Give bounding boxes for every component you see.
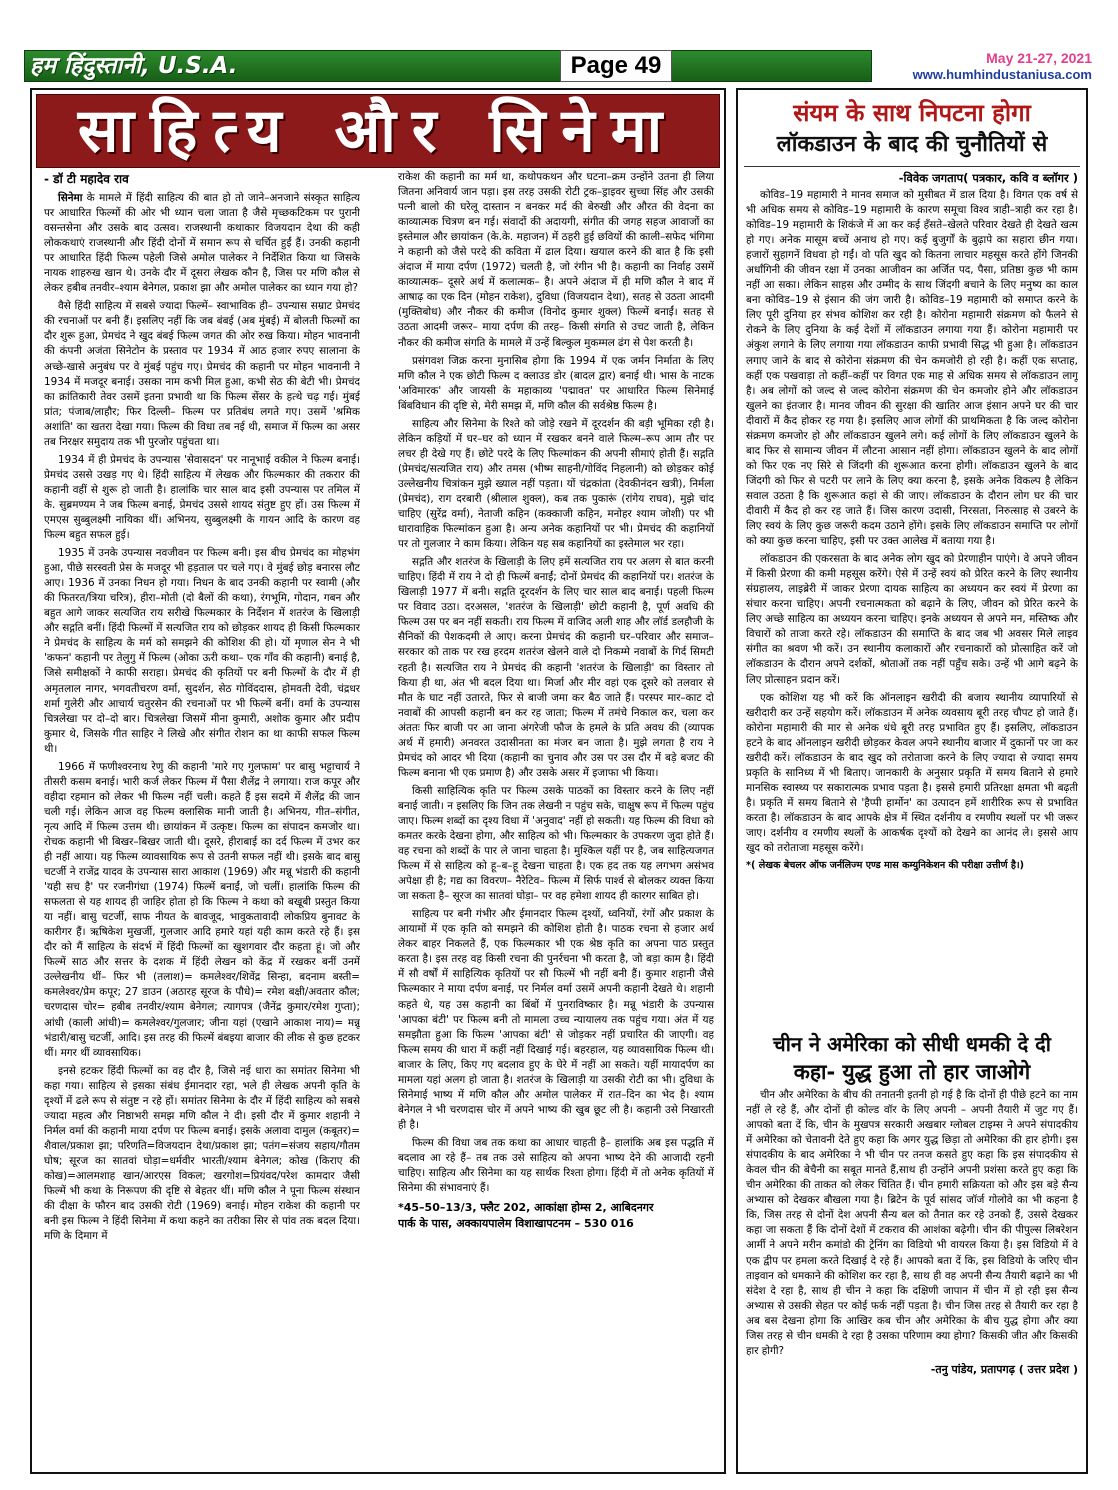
article1-p1: के मामले में हिंदी साहित्य की बात हो तो जाने–अनजाने संस्कृत साहित्य पर आधारित फिल्मों की ओर भी ध्यान चला जाता है जैसे मृच्छकटिकम पर पुरानी वसन्तसेना और उसके बाद उत्सव। राजस्थानी कथाकार विजयदान देथा की कही लोककथाएं राजस्थानी और हिंदी दोनों में समान रूप से चर्चित हुईं हैं। उनकी कहानी पर आधारित हिंदी फिल्म पहेली जिसे अमोल पालेकर ने निर्देशित किया था जिसके नायक शाहरुख खान थे। उनके दौर में दूसरा लेखक कौन है, जिस पर मणि कौल से लेकर हबीब तनवीर–श्याम बेनेगल, प्रकाश झा और अमोल पालेकर का ध्यान गया हो? <box>44 192 360 295</box>
website-link[interactable]: www.humhindustaniusa.com <box>912 67 1092 82</box>
article2-headline-line1: संयम के साथ निपटना होगा <box>793 99 1031 127</box>
article2-byline: -विवेक जगताप( पत्रकार, कवि व ब्लॉगर ) <box>898 171 1078 185</box>
author-address-line2: पार्क के पास, अक्कायपालेम विशाखापटनम – 530 016 <box>398 1217 634 1231</box>
article1-p10: सद्गति और शतरंज के खिलाड़ी के लिए हमें सत्यजित राय पर अलग से बात करनी चाहिए। हिंदी में राय ने दो ही फिल्में बनाईं; दोनों प्रेमचंद की कहानियों पर। शतरंज के खिलाड़ी 1977 में बनी। सद्गति दूरदर्शन के लिए चार साल बाद बनाई। पहली फिल्म पर विवाद उठा। दरअसल, 'शतरंज के खिलाड़ी' छोटी कहानी है, पूर्ण अवधि की फिल्म उस पर बन नहीं सकती। राय फिल्म में वाजिद अली शाह और लॉर्ड डलहौजी के सैनिकों की पेशकदमी ले आए। करना प्रेमचंद की कहानी घर–परिवार और समाज–सरकार को ताक पर रख हरदम शतरंज खेलने वाले दो निकम्मे नवाबों के गिर्द सिमटी रहती है। सत्यजित राय ने प्रेमचंद की कहानी 'शतरंज के खिलाड़ी' का विस्तार तो किया ही था, अंत भी बदल दिया था। मिर्जा और मीर वहां एक दूसरे को तलवार से मौत के घाट नहीं उतारते, फिर से बाजी जमा कर बैठ जाते हैं। परस्पर मार–काट दो नवाबों की आपसी कहानी बन कर रह जाता; फिल्म में तमंचे निकाल कर, चला कर अंततः फिर बाजी पर आ जाना अंगरेजी फौज के हमले के प्रति अवध की (व्यापक अर्थ में हमारी) अनवरत उदासीनता का मंजर बन जाता है। मुझे लगता है राय ने प्रेमचंद को आदर भी दिया (कहानी का चुनाव और उस पर उस दौर में बड़े बजट की फिल्म बनाना भी एक प्रमाण है) और उसके असर में इजाफा भी किया। <box>398 556 714 779</box>
article2-body <box>746 188 1078 1028</box>
article1-p11: किसी साहित्यिक कृति पर फिल्म उसके पाठकों का विस्तार करने के लिए नहीं बनाई जाती। न इसलिए कि जिन तक लेखनी न पहुंच सके, चाक्षुष रूप में फिल्म पहुंच जाए। फिल्म शब्दों का दृश्य विधा में 'अनुवाद' नहीं हो सकती। यह फिल्म की विधा को कमतर करके देखना होगा, और साहित्य को भी। फिल्मकार के उपकरण जुदा होते हैं। वह रचना को शब्दों के पार ले जाना चाहता है। मुश्किल यहीं पर है, जब साहित्यजगत फिल्म में से साहित्य को हू–ब–हू देखना चाहता है। एक हद तक यह लगभग असंभव अपेक्षा ही है; गद्य का विवरण– नैरेटिव– फिल्म में सिर्फ पार्श्व से बोलकर व्यक्त किया जा सकता है– सूरज का सातवां घोड़ा– पर वह हमेशा शायद ही कारगर साबित हो। <box>398 784 714 903</box>
article2-author-note: *( लेखक बेचलर ऑफ जर्नलिज्म एण्ड मास कम्युनिकेशन की परीक्षा उत्तीर्ण है।) <box>746 860 1025 872</box>
article1-p12: साहित्य पर बनी गंभीर और ईमानदार फिल्म दृश्यों, ध्वनियों, रंगों और प्रकाश के आयामों में एक कृति को समझने की कोशिश होती है। पाठक रचना से हजार अर्थ लेकर बाहर निकलते हैं, एक फिल्मकार भी एक श्रेष्ठ कृति का अपना पाठ प्रस्तुत करता है। इस तरह वह किसी रचना की पुनर्रचना भी करता है, जो बड़ा काम है। हिंदी में सौ वर्षों में साहित्यिक कृतियों पर सौ फिल्में भी नहीं बनी हैं। कुमार शहानी जैसे फिल्मकार ने माया दर्पण बनाई, पर निर्मल वर्मा उसमें अपनी कहानी देखते थे। शहानी कहते थे, यह उस कहानी का बिंबों में पुनराविष्कार है। मन्नू भंडारी के उपन्यास 'आपका बंटी' पर फिल्म बनी तो मामला उच्च न्यायालय तक पहुंच गया। अंत में यह समझौता हुआ कि फिल्म 'आपका बंटी' से जोड़कर नहीं प्रचारित की जाएगी। वह फिल्म समय की धारा में कहीं नहीं दिखाई गई। बहरहाल, यह व्यावसायिक फिल्म थी। बाजार के लिए, किए गए बदलाव हुए के घेरे में नहीं आ सकते। यहीं मायादर्पण का मामला यहां अलग हो जाता है। शतरंज के खिलाड़ी या उसकी रोटी का भी। दुविधा के सिनेमाई भाष्य में मणि कौल और अमोल पालेकर में रात–दिन का भेद है। श्याम बेनेगल ने भी चरणदास चोर में अपने भाष्य की खुब छूट ली है। कहानी उसे निखारती ही है। <box>398 908 714 1131</box>
article1-p2: वैसे हिंदी साहित्य में सबसे ज्यादा फिल्में– स्वाभाविक ही– उपन्यास सम्राट प्रेमचंद की रचनाओं पर बनी हैं। इसलिए नहीं कि जब बंबई (अब मुंबई) में बोलती फिल्मों का दौर शुरू हुआ, प्रेमचंद ने खुद बंबई फिल्म जगत की ओर रुख किया। मोहन भावनानी की कंपनी अजंता सिनेटोन के प्रस्ताव पर 1934 में आठ हजार रुपए सालाना के अच्छे-खासे अनुबंध पर वे मुंबई पहुंच गए। प्रेमचंद की कहानी पर मोहन भावनानी ने 1934 में मजदूर बनाई। उसका नाम कभी मिल हुआ, कभी सेठ की बेटी भी। प्रेमचंद का क्रांतिकारी तेवर उसमें इतना प्रभावी था कि फिल्म सेंसर के हत्थे चढ़ गई। मुंबई प्रांत; पंजाब/लाहौर; फिर दिल्ली– फिल्म पर प्रतिबंध लगते गए। उसमें 'श्रमिक अशांति' का खतरा देखा गया। फिल्म की विधा तब नई थी, समाज में फिल्म का असर तब निरक्षर समुदाय तक भी पुरजोर पहुंचता था। <box>44 300 360 448</box>
article2-p2: लॉकडाउन की एकरसता के बाद अनेक लोग खुद को प्रेरणाहीन पाएंगे। वे अपने जीवन में किसी प्रेरणा की कमी महसूस करेंगे। ऐसे में उन्हें स्वयं को प्रेरित करने के लिए स्थानीय संग्रहालय, लाइब्रेरी में जाकर प्रेरणा दायक साहित्य का अध्ययन कर स्वयं में प्रेरणा का संचार करना चाहिए। अपनी रचनात्मकता को बढ़ाने के लिए, जीवन को प्रेरित करने के लिए अच्छे साहित्य का अध्ययन करना चाहिए। इनके अध्ययन से अपने मन, मस्तिष्क और विचारों को ताजा करते रहे। लॉकडाउन की समाप्ति के बाद जब भी अवसर मिले लाइव संगीत का श्रवण भी करें। उन स्थानीय कलाकारों और रचनाकारों को प्रोत्साहित करें जो लॉकडाउन के दौरान अपने दर्शकों, श्रोताओं तक नहीं पहुँच सके। उन्हें भी आगे बढ़ने के लिए प्रोत्साहन प्रदान करें। <box>746 553 1078 686</box>
article1-byline: - डॉ टी महादेव राव <box>44 172 129 186</box>
article2-headline-line2: लॉकडाउन के बाद की चुनौतियों से <box>776 132 1048 157</box>
masthead-title: हम हिंदुस्तानी, U.S.A. <box>30 53 238 79</box>
article1-p5: 1966 में फणीश्वरनाथ रेणु की कहानी 'मारे गए गुलफाम' पर बासु भट्टाचार्य ने तीसरी कसम बनाई। भारी कर्ज लेकर फिल्म में पैसा शैलेंद्र ने लगाया। राज कपूर और वहीदा रहमान को लेकर भी फिल्म नहीं चली। कहते हैं इस सदमे में शैलेंद्र की जान चली गई। लेकिन आज वह फिल्म क्लासिक मानी जाती है। अभिनय, गीत–संगीत, नृत्य आदि में फिल्म उत्तम थी। छायांकन में उत्कृष्ट। फिल्म का संपादन कमजोर था। रोचक कहानी भी बिखर–बिखर जाती थी। दूसरे, हीराबाई का दर्द फिल्म में उभर कर ही नहीं आया। यह फिल्म व्यावसायिक रूप से उतनी सफल नहीं थी। इसके बाद बासु चटर्जी ने राजेंद्र यादव के उपन्यास सारा आकाश (1969) और मन्नू भंडारी की कहानी 'यही सच है' पर रजनीगंधा (1974) फिल्में बनाईं, जो चलीं। हालांकि फिल्म की सफलता से यह शायद ही जाहिर होता हो कि फिल्म ने कथा को बखूबी प्रस्तुत किया या नहीं। बासु चटर्जी, साफ नीयत के बावजूद, भावुकतावादी लोकप्रिय बुनावट के कारीगर हैं। ऋषिकेश मुखर्जी, गुलजार आदि हमारे यहां यही काम करते रहे हैं। इस दौर को मैं साहित्य के संदर्भ में हिंदी फिल्मों का खुशगवार दौर कहता हूं। जो और फिल्में साठ और सत्तर के दशक में हिंदी लेखन को केंद्र में रखकर बनीं उनमें उल्लेखनीय थीं– फिर भी (तलाश)= कमलेश्वर/शिवेंद्र सिन्हा, बदनाम बस्ती= कमलेश्वर/प्रेम कपूर; 27 डाउन (अठारह सूरज के पौधे)= रमेश बक्षी/अवतार कौल; चरणदास चोर= हबीब तनवीर/श्याम बेनेगल; त्यागपत्र (जैनेंद्र कुमार/रमेश गुप्ता); आंधी (काली आंधी)= कमलेश्वर/गुलजार; जीना यहां (एखाने आकाश नाय)= मन्नू भंडारी/बासु चटर्जी, आदि। इस तरह की फिल्में बंबइया बाजार की लीक से कुछ हटकर थीं। मगर थीं व्यावसायिक। <box>44 760 360 1059</box>
author-address-line1: *45–50–13/3, फ्लैट 202, आकांक्षा होम्स 2, आबिदनगर <box>398 1201 654 1215</box>
article3-headline-line1: चीन ने अमेरिका को सीधी धमकी दे दी <box>773 1032 1051 1056</box>
article1-paragraph <box>44 191 360 296</box>
headline-divider <box>744 166 1080 167</box>
article1-p4: 1935 में उनके उपन्यास नवजीवन पर फिल्म बनी। इस बीच प्रेमचंद का मोहभंग हुआ, पीछे सरस्वती प्रेस के मजदूर भी हड़ताल पर चले गए। वे मुंबई छोड़ बनारस लौट आए। 1936 में उनका निधन हो गया। निधन के बाद उनकी कहानी पर स्वामी (और की फितरत/त्रिया चरित्र), हीरा–मोती (दो बैलों की कथा), रंगभूमि, गोदान, गबन और बहुत आगे जाकर सत्यजित राय सरीखे फिल्मकार के निर्देशन में शतरंज के खिलाड़ी और सद्गति बनीं। हिंदी फिल्मों में सत्यजित राय को छोड़कर शायद ही किसी फिल्मकार ने प्रेमचंद के साहित्य के मर्म को समझने की कोशिश की हो। यों मृणाल सेन ने भी 'कफन' कहानी पर तेलुगु में फिल्म (ओका ऊरी कथा– एक गाँव की कहानी) बनाई है, जिसे समीक्षकों ने काफी सराहा। प्रेमचंद की कृतियों पर बनी फिल्मों के दौर में ही अमृतलाल नागर, भगवतीचरण वर्मा, सुदर्शन, सेठ गोविंददास, होमवती देवी, चंद्रधर शर्मा गुलेरी और आचार्य चतुरसेन की रचनाओं पर भी फिल्में बनीं। वर्मा के उपन्यास चित्रलेखा पर दो–दो बार। चित्रलेखा जिसमें मीना कुमारी, अशोक कुमार और प्रदीप कुमार थे, जिसके गीत साहिर ने लिखे और संगीत रोशन का था काफी सफल फिल्म थी। <box>44 547 360 755</box>
article1-p9: साहित्य और सिनेमा के रिश्ते को जोड़े रखने में दूरदर्शन की बड़ी भूमिका रही है। लेकिन कड़ियों में घर–घर को ध्यान में रखकर बनने वाले फिल्म–रूप आम तौर पर लचर ही देखे गए हैं। छोटे परदे के लिए फिल्मांकन की अपनी सीमाएं होती हैं। सद्गति (प्रेमचंद/सत्यजित राय) और तमस (भीष्म साहनी/गोविंद निहलानी) को छोड़कर कोई उल्लेखनीय चित्रांकन मुझे ख्याल नहीं पड़ता। यों चंद्रकांता (देवकीनंदन खत्री), निर्मला (प्रेमचंद), राग दरबारी (श्रीलाल शुक्ल), कब तक पुकारूं (रांगेय राघव), मुझे चांद चाहिए (सुरेंद्र वर्मा), नेताजी कहिन (कक्काजी कहिन, मनोहर श्याम जोशी) पर भी धारावाहिक फिल्मांकन हुआ है। अन्य अनेक कहानियों पर भी। प्रेमचंद की कहानियों पर तो गुलजार ने काम किया। लेकिन यह सब कहानियों का इस्तेमाल भर रहा। <box>398 417 714 551</box>
article1-p13: फिल्म की विधा जब तक कथा का आधार चाहती है– हालांकि अब इस पद्धति में बदलाव आ रहे हैं– तब तक उसे साहित्य को अपना भाष्य देने की आजादी रहनी चाहिए। साहित्य और सिनेमा का यह सार्थक रिश्ता होगा। हिंदी में तो अनेक कृतियों में सिनेमा की संभावनाएं हैं। <box>398 1136 714 1195</box>
article3-body <box>746 1088 1078 1468</box>
article1-column2 <box>398 170 714 1468</box>
article3-headline-line2: कहा- युद्ध हुआ तो हार जाओगे <box>793 1060 1031 1084</box>
article1-p6: इनसे हटकर हिंदी फिल्मों का वह दौर है, जिसे नई धारा का समांतर सिनेमा भी कहा गया। साहित्य से इसका संबंध ईमानदार रहा, भले ही लेखक अपनी कृति के दृश्यों में ढले रूप से संतुष्ट न रहे हों। समांतर सिनेमा के दौर में हिंदी साहित्य को सबसे ज्यादा महत्व और निष्ठाभरी समझ मणि कौल ने दी। इसी दौर में कुमार शहानी ने निर्मल वर्मा की कहानी माया दर्पण पर फिल्म बनाई। इसके अलावा दामुल (कबूतर)= शैवाल/प्रकाश झा; परिणति=विजयदान देथा/प्रकाश झा; पतंग=संजय सहाय/गौतम घोष; सूरज का सातवां घोड़ा=धर्मवीर भारती/श्याम बेनेगल; कोख (किराए की कोख)=आलमशाह खान/आरएस विकल; खरगोश=प्रियंवद/परेश कामदार जैसी फिल्में भी कथा के निरूपण की दृष्टि से बेहतर थीं। मणि कौल ने पूना फिल्म संस्थान की दीक्षा के फौरन बाद उसकी रोटी (1969) बनाई। मोहन राकेश की कहानी पर बनी इस फिल्म ने हिंदी सिनेमा में कथा कहने का तरीका सिर से पांव तक बदल दिया। मणि के दिमाग में <box>44 1064 360 1243</box>
article3-signature: -तनु पांडेय, प्रतापगढ़ ( उत्तर प्रदेश ) <box>930 1362 1078 1376</box>
article2-p1: कोविड–19 महामारी ने मानव समाज को मुसीबत में डाल दिया है। विगत एक वर्ष से भी अधिक समय से कोविड–19 महामारी के कारण समूचा विश्व त्राही–त्राही कर रहा है। कोविड–19 महामारी के शिकंजे में आ कर कई हँसते–खेलते परिवार देखते ही देखते खत्म हो गए। अनेक मासूम बच्चें अनाथ हो गए। कई बुजुर्गों के बुढ़ापे का सहारा छीन गया। हजारों सुहागनें विधवा हो गईं। वो पति खुद को कितना लाचार महसूस करते होंगे जिनकी अर्धांगिनी की जीवन रक्षा में उनका आजीवन का अर्जित पद, पैसा, प्रतिष्ठा कुछ भी काम नहीं आ सका। लेकिन साहस और उम्मीद के साथ जिंदगी बचाने के लिए मनुष्य का काल बना कोविड–19 से इंसान की जंग जारी है। कोविड–19 महामारी को समाप्त करने के लिए पूरी दुनिया हर संभव कोशिश कर रही है। कोरोना महामारी संक्रमण को फैलने से रोकने के लिए दुनिया के कई देशों में लॉकडाउन लगाया गया हैं। कोरोना महामारी पर अंकुश लगाने के लिए लगाया गया लॉकडाउन काफी प्रभावी सिद्ध भी हुआ है। लॉकडाउन लगाए जाने के बाद से कोरोना संक्रमण की चेन कमजोरी हो रही है। कहीं एक सप्ताह, कहीं एक पखवाड़ा तो कहीं–कहीं पर विगत एक माह से अधिक समय से लॉकडाउन लागू है। अब लोगों को जल्द से जल्द कोरोना संक्रमण की चेन कमजोर होने और लॉकडाउन खुलने का इंतजार है। मानव जीवन की सुरक्षा की खातिर आज इंसान अपने घर की चार दीवारों में कैद होकर रह गया है। इसलिए आज लोगों की प्राथमिकता है कि जल्द कोरोना संक्रमण कमजोर हो और लॉकडाउन खुलने लगे। कई लोगों के लिए लॉकडाउन खुलने के बाद फिर से सामान्य जीवन में लौटना आसान नहीं होगा। लॉकडाउन खुलने के बाद लोगों को फिर एक नए सिरे से जिंदगी की शुरूआत करना होगी। लॉकडाउन खुलने के बाद जिंदगी को फिर से पटरी पर लाने के लिए क्या करना है, इसके अनेक विकल्प है लेकिन सवाल उठता है कि शुरूआत कहां से की जाए। लॉकडाउन के दौरान लोग घर की चार दीवारी में कैद हो कर रह जाते हैं। जिस कारण उदासी, निरसता, निरुत्साह से उबरने के लिए स्वयं के लिए कुछ जरूरी कदम उठाने होंगे। इसके लिए लॉकडाउन समाप्ति पर लोगों को क्या कुछ करना चाहिए, इसी पर उक्त आलेख में बताया गया है। <box>746 189 1078 548</box>
article3-p1: चीन और अमेरिका के बीच की तनातनी इतनी हो गई है कि दोनों ही पीछे हटने का नाम नहीं ले रहे हैं, और दोनों ही कोल्ड वॉर के लिए अपनी – अपनी तैयारी में जुट गए हैं। आपको बता दें कि, चीन के मुखपत्र सरकारी अखबार ग्लोबल टाइम्स ने अपने संपादकीय में अमेरिका को चेतावनी देते हुए कहा कि अगर युद्ध छिड़ा तो अमेरिका की हार होगी। इस संपादकीय के बाद अमेरिका ने भी चीन पर तनज कसते हुए कहा कि इस संपादकीय से केवल चीन की बेचैनी का सबूत मानते हैं,साथ ही उन्होंने अपनी प्रशंसा करते हुए कहा कि चीन अमेरिका की ताकत को लेकर चिंतित हैं। चीन हमारी सक्रियता को और इस बड़े सैन्य अभ्यास को देखकर बौखला गया है। ब्रिटेन के पूर्व सांसद जॉर्ज गोलोवे का भी कहना है कि, जिस तरह से दोनों देश अपनी सैन्य बल को तैनात कर रहे उनको हैं, उससे देखकर कहा जा सकता हैं कि दोनों देशों में टकराव की आशंका बढ़ेगी। चीन की पीपुल्स लिबरेशन आर्मी ने अपने मरीन कमांडो की ट्रेनिंग का विडियो भी वायरल किया है। इस विडियो में वे एक द्वीप पर हमला करते दिखाई दे रहे हैं। आपको बता दें कि, इस विडियो के जरिए चीन ताइवान को धमकाने की कोशिश कर रहा है, साथ ही वह अपनी सैन्य तैयारी बढ़ाने का भी संदेश दे रहा है, साथ ही चीन ने कहा कि दक्षिणी जापान में चीन में हो रही इस सैन्य अभ्यास से उसकी सेहत पर कोई फर्क नहीं पड़ता है। चीन जिस तरह से तैयारी कर रहा है अब बस देखना होगा कि आखिर कब चीन और अमेरिका के बीच युद्ध होगा और क्या जिस तरह से चीन धमकी दे रहा है उसका परिणाम क्या होगा? किसकी जीत और किसकी हार होगी? <box>746 1089 1078 1357</box>
page-number: Page 49 <box>560 50 672 82</box>
section-title-banner: साहित्य और सिनेमा <box>36 94 720 168</box>
article1-p3: 1934 में ही प्रेमचंद के उपन्यास 'सेवासदन' पर नानूभाई वकील ने फिल्म बनाई। प्रेमचंद उससे उखड़ गए थे। हिंदी साहित्य में लेखक और फिल्मकार की तकरार की कहानी वहीं से शुरू हो जाती है। हालांकि चार साल बाद इसी उपन्यास पर तमिल में के. सुब्रमण्यम ने जब फिल्म बनाई, प्रेमचंद उससे शायद संतुष्ट हुए हों। उस फिल्म में एमएस सुब्बुलक्ष्मी नायिका थीं। अभिनय, सुब्बुलक्ष्मी के गायन आदि के कारण वह फिल्म बहुत सफल हुई। <box>44 453 360 542</box>
article1-p8: प्रसंगवश जिक्र करना मुनासिब होगा कि 1994 में एक जर्मन निर्माता के लिए मणि कौल ने एक छोटी फिल्म द क्लाउड डोर (बादल द्वार) बनाई थी। भास के नाटक 'अविमारक' और जायसी के महाकाव्य 'पद्मावत' पर आधारित फिल्म सिनेमाई बिंबविधान की दृष्टि से, मेरी समझ में, मणि कौल की सर्वश्रेष्ठ फिल्म है। <box>398 354 714 412</box>
issue-date: May 21-27, 2021 <box>986 50 1092 66</box>
article1-p7: राकेश की कहानी का मर्म था, कथोपकथन और घटना–क्रम उन्होंने उतना ही लिया जितना अनिवार्य जान पड़ा। इस तरह उसकी रोटी ट्रक–ड्राइवर सुच्चा सिंह और उसकी पत्नी बालो की घरेलू दास्तान न बनकर मर्द की बेरुखी और औरत की वेदना का काव्यात्मक चित्रण बन गई। संवादों की अदायगी, संगीत की जगह सहज आवाजों का इस्तेमाल और छायांकन (के.के. महाजन) में ठहरी हुई छवियों की काली–सफेद भंगिमा ने कहानी को जैसे परदे की कविता में ढाल दिया। खयाल करने की बात है कि इसी अंदाज में माया दर्पण (1972) चलती है, जो रंगीन भी है। कहानी का निर्वाह उसमें काव्यात्मक– दूसरे अर्थ में कलात्मक– है। अपने अंदाज में ही मणि कौल ने बाद में आषाढ़ का एक दिन (मोहन राकेश), दुविधा (विजयदान देथा), सतह से उठता आदमी (मुक्तिबोध) और नौकर की कमीज (विनोद कुमार शुक्ल) फिल्में बनाईं। सतह से उठता आदमी जरूर– माया दर्पण की तरह– किसी संगति से उचट जाती है, लेकिन नौकर की कमीज संगति के मामले में उन्हें बिल्कुल मुकम्मल ढंग से पेश करती है। <box>398 171 714 349</box>
article2-p3: एक कोशिश यह भी करें कि ऑनलाइन खरीदी की बजाय स्थानीय व्यापारियों से खरीदारी कर उन्हें सहयोग करें। लॉकडाउन में अनेक व्यवसाय बूरी तरह चौपट हो जाते हैं। कोरोना महामारी की मार से अनेक धंधे बूरी तरह प्रभावित हुए हैं। इसलिए, लॉकडाउन हटने के बाद ऑनलाइन खरीदी छोड़कर केवल अपने स्थानीय बाजार में दुकानों पर जा कर खरीदी करें। लॉकडाउन के बाद खुद को तरोताजा करने के लिए ज्यादा से ज्यादा समय प्रकृति के सानिध्य में भी बिताए। जानकारी के अनुसार प्रकृति में समय बिताने से हमारे मानसिक स्वास्थ्य पर सकारात्मक प्रभाव पड़ता है। इससे हमारी प्रतिरक्षा क्षमता भी बढ़ती है। प्रकृति में समय बिताने से 'हैप्पी हार्मोन' का उत्पादन हमें शारीरिक रूप से प्रभावित करता है। लॉकडाउन के बाद आपके क्षेत्र में स्थित दर्शनीय व रमणीय स्थलों पर भी जरूर जाए। दर्शनीय व रमणीय स्थलों के आकर्षक दृश्यों को देखने का आनंद ले। इससे आप खुद को तरोताजा महसूस करेंगे। <box>746 691 1078 855</box>
article1-lead-word: सिनेमा <box>58 192 83 204</box>
article1-column1 <box>44 170 360 1468</box>
